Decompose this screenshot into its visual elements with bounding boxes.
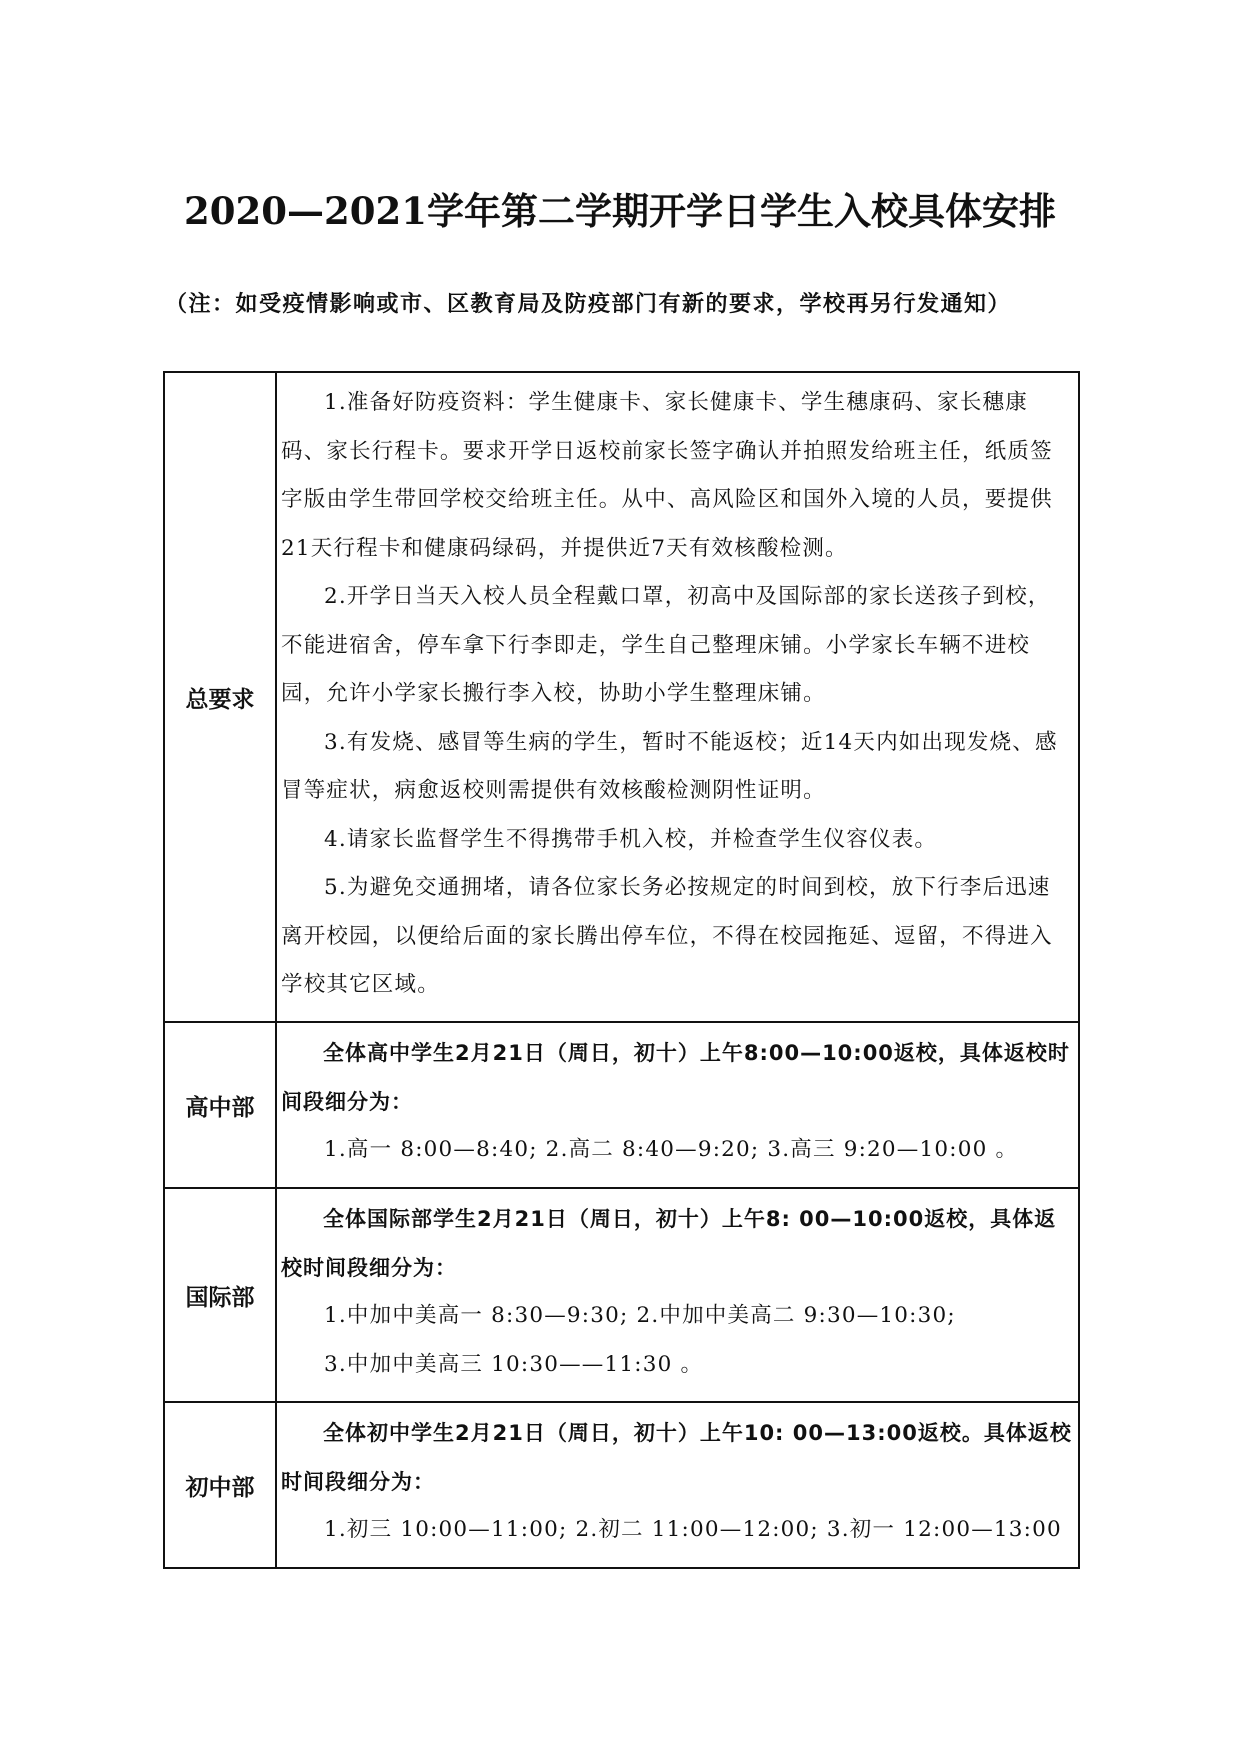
- general-requirements-content: [276, 372, 1079, 1022]
- schedule-table: [163, 371, 1080, 1569]
- international-slots-line-1: 1.中加中美高一 8:30—9:30; 2.中加中美高二 9:30—10:30;: [324, 1303, 956, 1328]
- requirement-item-5: 5.为避免交通拥堵，请各位家长务必按规定的时间到校，放下行李后迅速离开校园，以便给后面的家长腾出停车位，不得在校园拖延、逗留，不得进入学校其它区域。: [281, 875, 1053, 997]
- international-slots-line-2: 3.中加中美高三 10:30——11:30 。: [324, 1351, 704, 1377]
- table-row-high-school: [164, 1022, 1079, 1188]
- high-school-intro: 全体高中学生2月21日（周日，初十）上午8:00—10:00返校，具体返校时间段细分为：: [281, 1041, 1070, 1114]
- international-intro: 全体国际部学生2月21日（周日，初十）上午8: 00—10:00返校，具体返校时间段细分为：: [281, 1207, 1057, 1280]
- requirement-item-1: 1.准备好防疫资料：学生健康卡、家长健康卡、学生穗康码、家长穗康码、家长行程卡。要求开学日返校前家长签字确认并拍照发给班主任，纸质签字版由学生带回学校交给班主任。从中、高风险区和国外入境的人员，要提供21天行程卡和健康码绿码，并提供近7天有效核酸检测。: [281, 390, 1053, 561]
- document-title: 2020—2021学年第二学期开学日学生入校具体安排: [184, 189, 1056, 233]
- table-row-general-requirements: [164, 372, 1079, 1022]
- row-label-high-school: 高中部: [164, 1022, 276, 1188]
- table-row-international: [164, 1188, 1079, 1402]
- junior-high-intro: 全体初中学生2月21日（周日，初十）上午10: 00—13:00返校。具体返校时间段细分为：: [281, 1421, 1072, 1494]
- junior-high-slots: 1.初三 10:00—11:00; 2.初二 11:00—12:00; 3.初一 12:00—13:00: [324, 1517, 1062, 1542]
- high-school-content: [276, 1022, 1079, 1188]
- row-label-junior-high: 初中部: [164, 1402, 276, 1568]
- row-label-general: 总要求: [164, 372, 276, 1022]
- junior-high-content: [276, 1402, 1079, 1568]
- high-school-slots: 1.高一 8:00—8:40; 2.高二 8:40—9:20; 3.高三 9:20—10:00 。: [324, 1137, 1019, 1162]
- requirement-item-4: 4.请家长监督学生不得携带手机入校，并检查学生仪容仪表。: [324, 826, 938, 852]
- table-row-junior-high: [164, 1402, 1079, 1568]
- international-content: [276, 1188, 1079, 1402]
- requirement-item-2: 2.开学日当天入校人员全程戴口罩，初高中及国际部的家长送孩子到校，不能进宿舍，停车拿下行李即走，学生自己整理床铺。小学家长车辆不进校园，允许小学家长搬行李入校，协助小学生整理床铺。: [281, 584, 1051, 706]
- row-label-international: 国际部: [164, 1188, 276, 1402]
- requirement-item-3: 3.有发烧、感冒等生病的学生，暂时不能返校；近14天内如出现发烧、感冒等症状，病愈返校则需提供有效核酸检测阴性证明。: [281, 729, 1058, 803]
- notice-note: （注：如受疫情影响或市、区教育局及防疫部门有新的要求，学校再另行发通知）: [165, 292, 1012, 317]
